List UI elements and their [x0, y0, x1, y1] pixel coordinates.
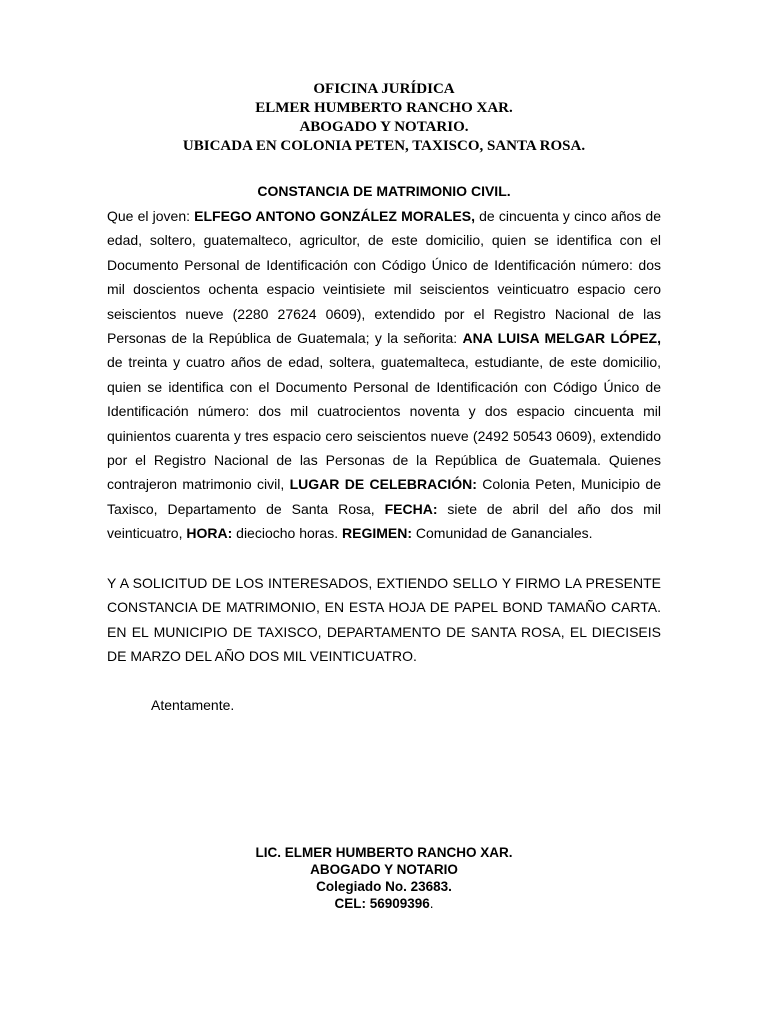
signer-phone: CEL: 56909396 [334, 896, 430, 911]
groom-name: ELFEGO ANTONO GONZÁLEZ MORALES, [194, 208, 475, 224]
place-label: LUGAR DE CELEBRACIÓN: [289, 476, 477, 493]
certificate-body [107, 204, 661, 546]
signer-name: LIC. ELMER HUMBERTO RANCHO XAR. [255, 845, 513, 860]
regime-value: Comunidad de Gananciales. [412, 525, 593, 542]
bride-name: ANA LUISA MELGAR LÓPEZ, [462, 330, 661, 347]
attestation-paragraph: Y A SOLICITUD DE LOS INTERESADOS, EXTIENDO SELLO Y FIRMO LA PRESENTE CONSTANCIA DE MATRIMONIO, EN ESTA HOJA DE PAPEL BOND TAMAÑO CARTA. EN EL MUNICIPIO DE TAXISCO, DEPARTAMENTO DE SANTA ROSA, EL DIECISEIS DE MARZO DEL AÑO DOS MIL VEINTICUATRO. [107, 575, 661, 665]
office-name: OFICINA JURÍDICA [313, 81, 455, 97]
time-value: dieciocho horas. [232, 525, 342, 542]
lawyer-name: ELMER HUMBERTO RANCHO XAR. [255, 100, 513, 116]
closing-salutation: Atentamente. [151, 697, 235, 713]
document-title: CONSTANCIA DE MATRIMONIO CIVIL. [257, 183, 511, 199]
lawyer-title: ABOGADO Y NOTARIO. [299, 119, 469, 135]
date-value: siete de abril del año dos mil veinticuatro, [107, 500, 662, 542]
time-label: HORA: [186, 525, 233, 542]
place-value: Colonia Peten, Municipio de Taxisco, Departamento de Santa Rosa, [107, 476, 661, 517]
signer-registration: Colegiado No. 23683. [316, 879, 452, 894]
signer-phone-line [0, 895, 768, 912]
body-text-1: Que el joven: [107, 208, 195, 224]
office-address: UBICADA EN COLONIA PETEN, TAXISCO, SANTA ROSA. [182, 138, 586, 154]
body-text-2: de cincuenta y cinco años de edad, soltero, guatemalteco, agricultor, de este domicilio, quien se identifica con el Documento Personal de Identificación con Código Único de Identificación número: dos mil doscientos ochenta espacio veintisiete mil seiscientos veinticuatro espacio cero seiscientos nueve (2280 27624 0609), extendido por el Registro Nacional de las Personas de la República de Guatemala; y la señorita: [107, 208, 661, 347]
regime-label: REGIMEN: [342, 525, 412, 542]
signature-block [0, 844, 768, 912]
date-label: FECHA: [384, 500, 438, 517]
signer-role: ABOGADO Y NOTARIO [310, 862, 458, 877]
body-text-3: de treinta y cuatro años de edad, soltera, guatemalteca, estudiante, de este domicilio, quien se identifica con el Documento Personal de Identificación con Código Único de Identificación número: dos mil cuatrocientos noventa y dos espacio cincuenta mil quinientos cuarenta y tres espacio cero seiscientos nueve (2492 50543 0609), extendido por el Registro Nacional de las Personas de la República de Guatemala. Quienes contrajeron matrimonio civil, [107, 354, 661, 493]
letterhead [0, 80, 768, 156]
signer-phone-period: . [429, 896, 434, 911]
